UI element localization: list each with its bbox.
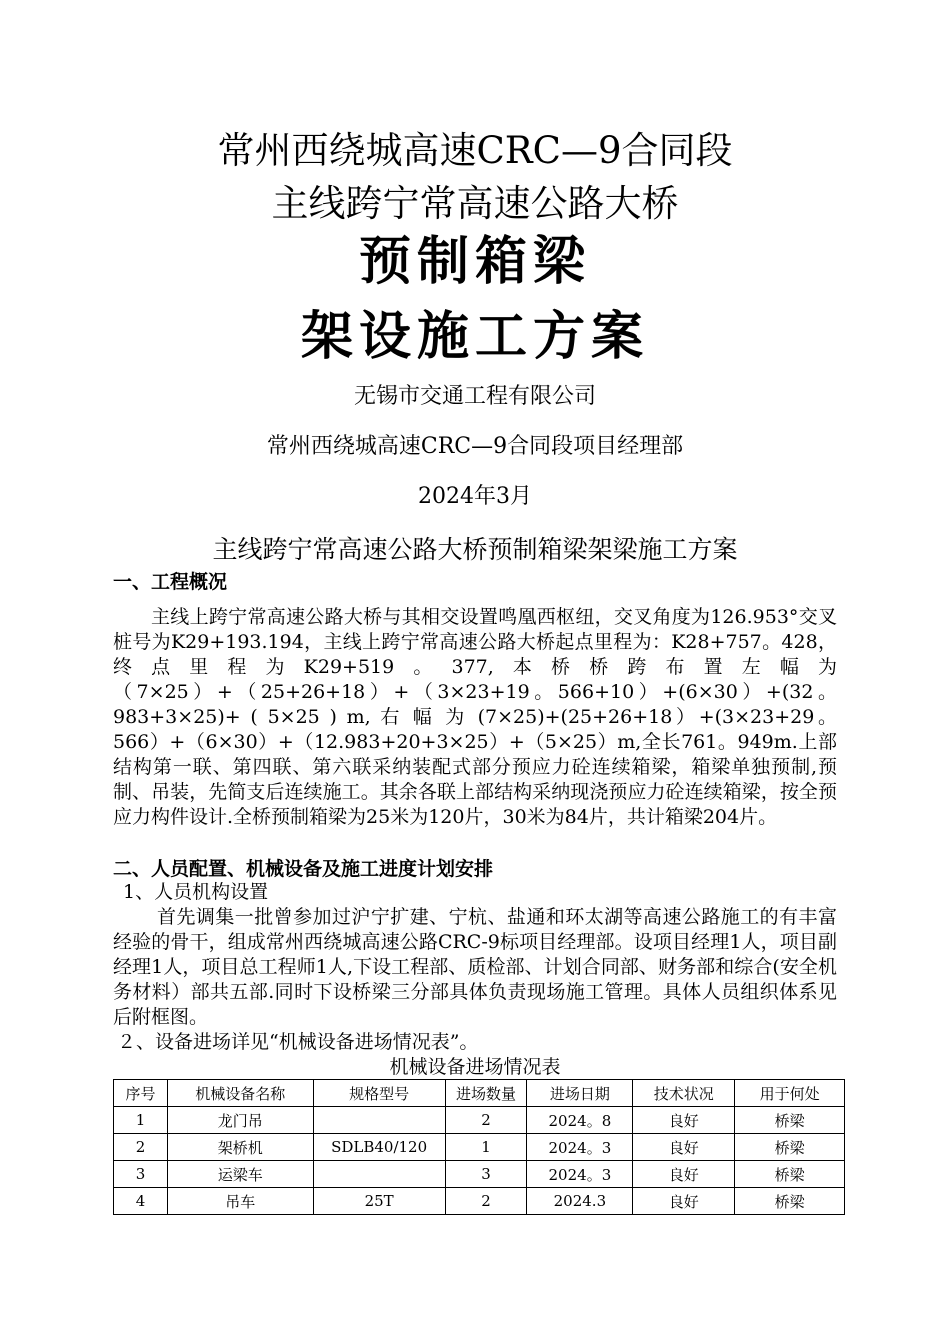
header-cell: 序号 (114, 1080, 168, 1107)
table-cell: 桥梁 (735, 1161, 845, 1188)
table-cell: 2 (445, 1107, 527, 1134)
cover-title-line2: 主线跨宁常高速公路大桥 (271, 182, 679, 225)
section-title: 主线跨宁常高速公路大桥预制箱梁架梁施工方案 (212, 535, 738, 564)
heading-project-overview: 一、工程概况 (113, 571, 228, 593)
table-cell: 桥梁 (735, 1107, 845, 1134)
table-cell: 25T (313, 1188, 445, 1215)
cover-big-title-line1: 预制箱梁 (358, 232, 591, 292)
table-row (114, 1134, 845, 1161)
table-cell: 桥梁 (735, 1134, 845, 1161)
paragraph-personnel: 首先调集一批曾参加过沪宁扩建、宁杭、盐通和环太湖等高速公路施工的有丰富经验的骨干，组成常州西绕城高速公路CRC-9标项目经理部。设项目经理1人，项目副经理1人，项目总工程师1人,下设工程部、质检部、计划合同部、财务部和综合(安全机务材料）部共五部.同时下设桥梁三分部具体负责现场施工管理。具体人员组织体系见后附框图。 (113, 906, 837, 1028)
table-cell: 3 (114, 1161, 168, 1188)
table-cell (313, 1107, 445, 1134)
table-header-row (114, 1080, 845, 1107)
table-cell: 龙门吊 (167, 1107, 313, 1134)
header-cell: 进场数量 (445, 1080, 527, 1107)
table-cell: 运梁车 (167, 1161, 313, 1188)
header-cell: 机械设备名称 (167, 1080, 313, 1107)
paragraph-project-overview: 主线上跨宁常高速公路大桥与其相交设置鸣凰西枢纽，交叉角度为126.953°交叉桩号为K29+193.194，主线上跨宁常高速公路大桥起点里程为：K28+757。428，终点里程为K29+519。377,本桥桥跨布置左幅为（7×25）+（25+26+18）+（3×23+19。566+10）+(6×30）+(32。983+3×25)+ ( 5×25 ) m, 右 幅 为 (7×25)+(25+26+18）+(3×23+29。566）+（6×30）+（12.983+20+3×25）+（5×25）m,全长761。949m.上部结构第一联、第四联、第六联采纳装配式部分预应力砼连续箱梁，箱梁单独预制,预制、吊装，先简支后连续施工。其余各联上部结构采纳现浇预应力砼连续箱梁，按全预应力构件设计.全桥预制箱梁为25米为120片，30米为84片，共计箱梁204片。 (113, 606, 837, 828)
table-cell: 2024。3 (527, 1161, 633, 1188)
table-cell: 2 (114, 1134, 168, 1161)
cover-big-title-line2: 架设施工方案 (300, 307, 649, 367)
table-cell: 良好 (633, 1188, 735, 1215)
header-cell: 用于何处 (735, 1080, 845, 1107)
table-cell: 1 (114, 1107, 168, 1134)
header-cell: 技术状况 (633, 1080, 735, 1107)
table-cell: 桥梁 (735, 1188, 845, 1215)
table-cell: SDLB40/120 (313, 1134, 445, 1161)
table-cell: 2024。3 (527, 1134, 633, 1161)
heading-staffing-equipment: 二、人员配置、机械设备及施工进度计划安排 (113, 858, 494, 880)
table-cell: 吊车 (167, 1188, 313, 1215)
table-cell: 2 (445, 1188, 527, 1215)
table-cell: 3 (445, 1161, 527, 1188)
table-row (114, 1107, 845, 1134)
table-cell (313, 1161, 445, 1188)
document-date: 2024年3月 (418, 484, 532, 509)
table-cell: 4 (114, 1188, 168, 1215)
table-cell: 2024。8 (527, 1107, 633, 1134)
table-cell: 良好 (633, 1161, 735, 1188)
table-row (114, 1188, 845, 1215)
table-row (114, 1161, 845, 1188)
company-name: 无锡市交通工程有限公司 (353, 384, 596, 409)
table-cell: 架桥机 (167, 1134, 313, 1161)
table-cell: 2024.3 (527, 1188, 633, 1215)
table-cell: 1 (445, 1134, 527, 1161)
equipment-table (113, 1079, 845, 1215)
header-cell: 进场日期 (527, 1080, 633, 1107)
table-cell: 良好 (633, 1134, 735, 1161)
cover-title-line1: 常州西绕城高速CRC—9合同段 (217, 129, 733, 172)
table-cell: 良好 (633, 1107, 735, 1134)
table-caption: 机械设备进场情况表 (389, 1056, 561, 1078)
subheading-equipment: ２、设备进场详见“机械设备进场情况表”。 (117, 1031, 479, 1053)
subheading-personnel: 1、人员机构设置 (123, 881, 269, 903)
header-cell: 规格型号 (313, 1080, 445, 1107)
department-name: 常州西绕城高速CRC—9合同段项目经理部 (266, 434, 684, 459)
